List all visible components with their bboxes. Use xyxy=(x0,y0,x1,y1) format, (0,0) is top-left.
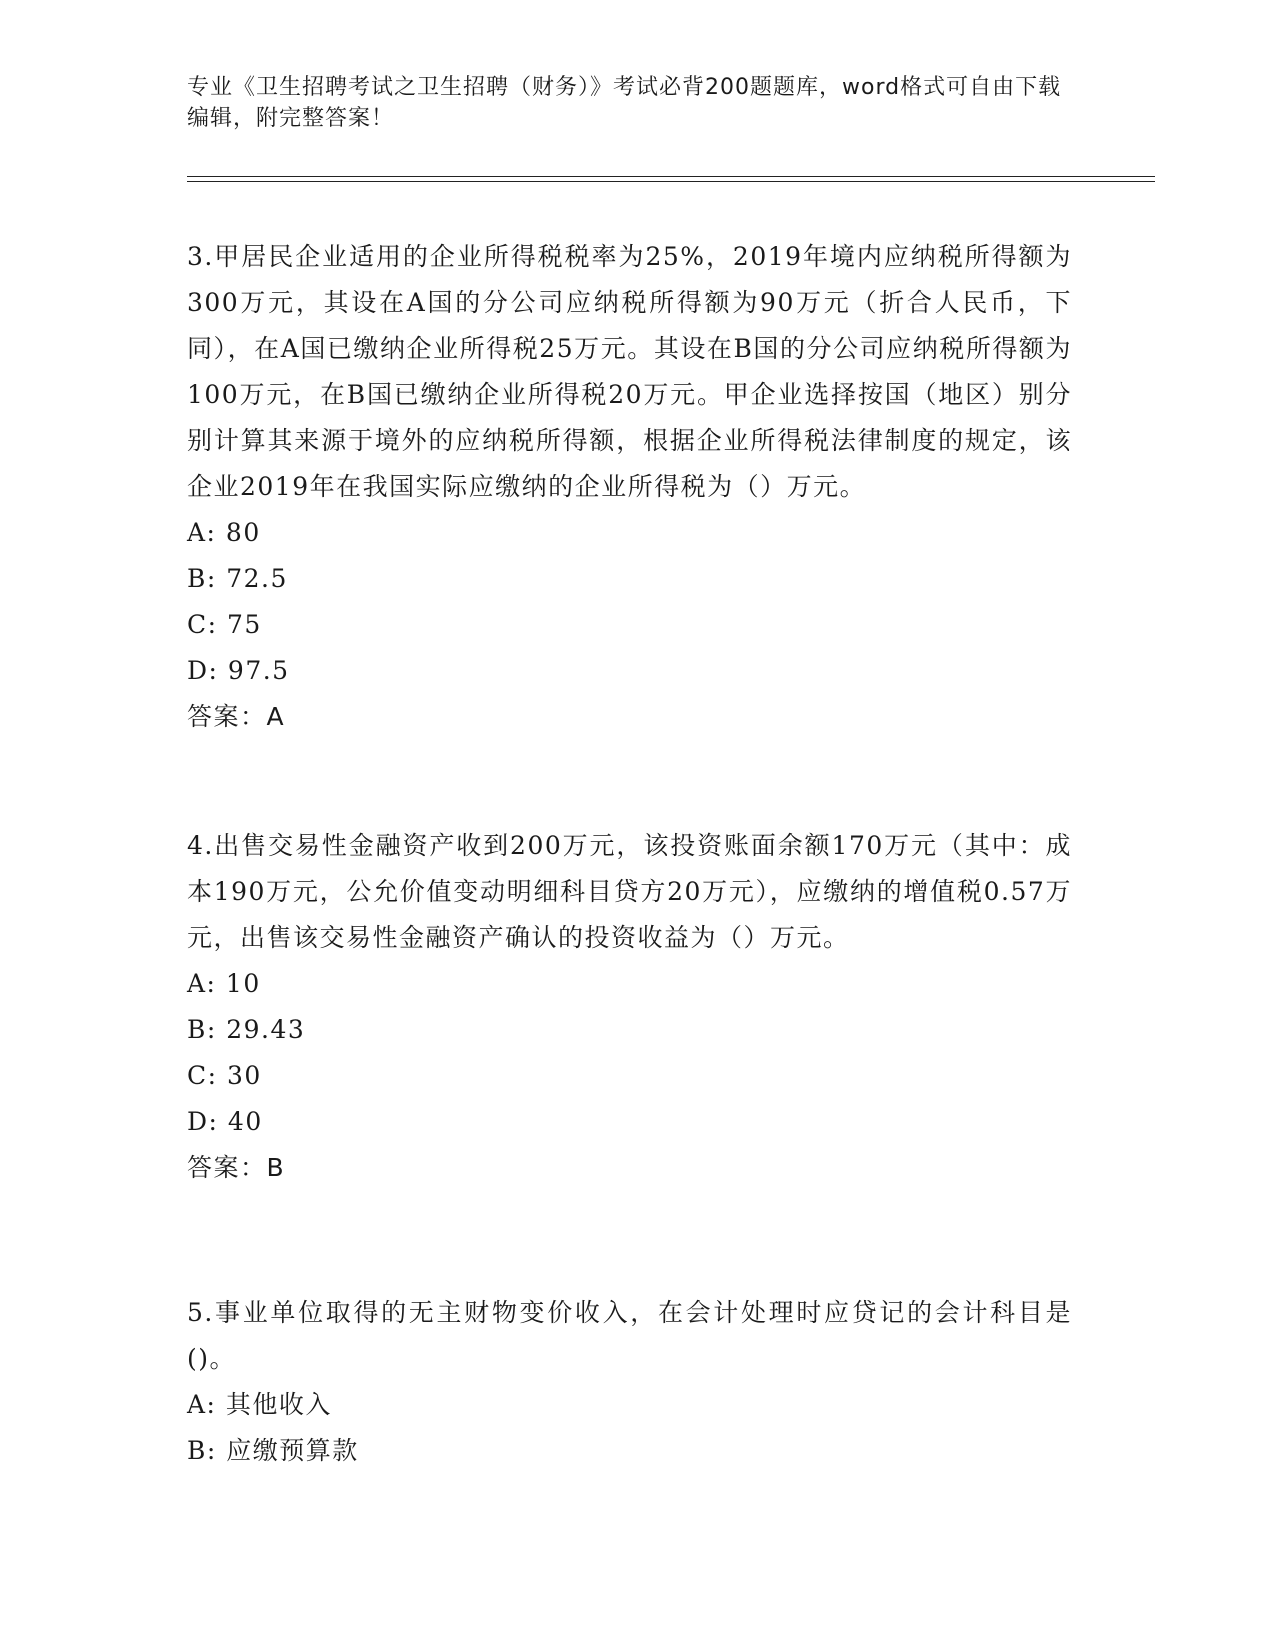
option-d: D: 40 xyxy=(187,1107,263,1136)
option-c: C: 75 xyxy=(187,610,262,639)
option-a: A: 其他收入 xyxy=(187,1390,332,1419)
option-b: B: 应缴预算款 xyxy=(187,1436,359,1465)
question-text: 3.甲居民企业适用的企业所得税税率为25%，2019年境内应纳税所得额为300万元，其设在A国的分公司应纳税所得额为90万元（折合人民币，下同），在A国已缴纳企业所得税25万元。其设在B国的分公司应纳税所得额为100万元，在B国已缴纳企业所得税20万元。甲企业选择按国（地区）别分别计算其来源于境外的应纳税所得额，根据企业所得税法律制度的规定，该企业2019年在我国实际应缴纳的企业所得税为（）万元。 xyxy=(187,242,1072,501)
option-a: A: 10 xyxy=(187,969,261,998)
header-divider-bottom xyxy=(187,181,1155,182)
question-3 xyxy=(187,234,1072,740)
question-4 xyxy=(187,823,1072,1191)
option-b: B: 72.5 xyxy=(187,564,288,593)
option-a: A: 80 xyxy=(187,518,261,547)
question-5 xyxy=(187,1290,1072,1474)
option-b: B: 29.43 xyxy=(187,1015,306,1044)
document-header: 专业《卫生招聘考试之卫生招聘（财务）》考试必背200题题库，word格式可自由下载编辑，附完整答案！ xyxy=(187,75,1062,131)
question-text: 5.事业单位取得的无主财物变价收入，在会计处理时应贷记的会计科目是()。 xyxy=(187,1298,1072,1373)
option-c: C: 30 xyxy=(187,1061,262,1090)
answer: 答案：A xyxy=(187,702,286,731)
question-text: 4.出售交易性金融资产收到200万元，该投资账面余额170万元（其中：成本190万元，公允价值变动明细科目贷方20万元），应缴纳的增值税0.57万元，出售该交易性金融资产确认的投资收益为（）万元。 xyxy=(187,831,1072,952)
header-divider-top xyxy=(187,176,1155,177)
answer: 答案：B xyxy=(187,1153,286,1182)
option-d: D: 97.5 xyxy=(187,656,290,685)
